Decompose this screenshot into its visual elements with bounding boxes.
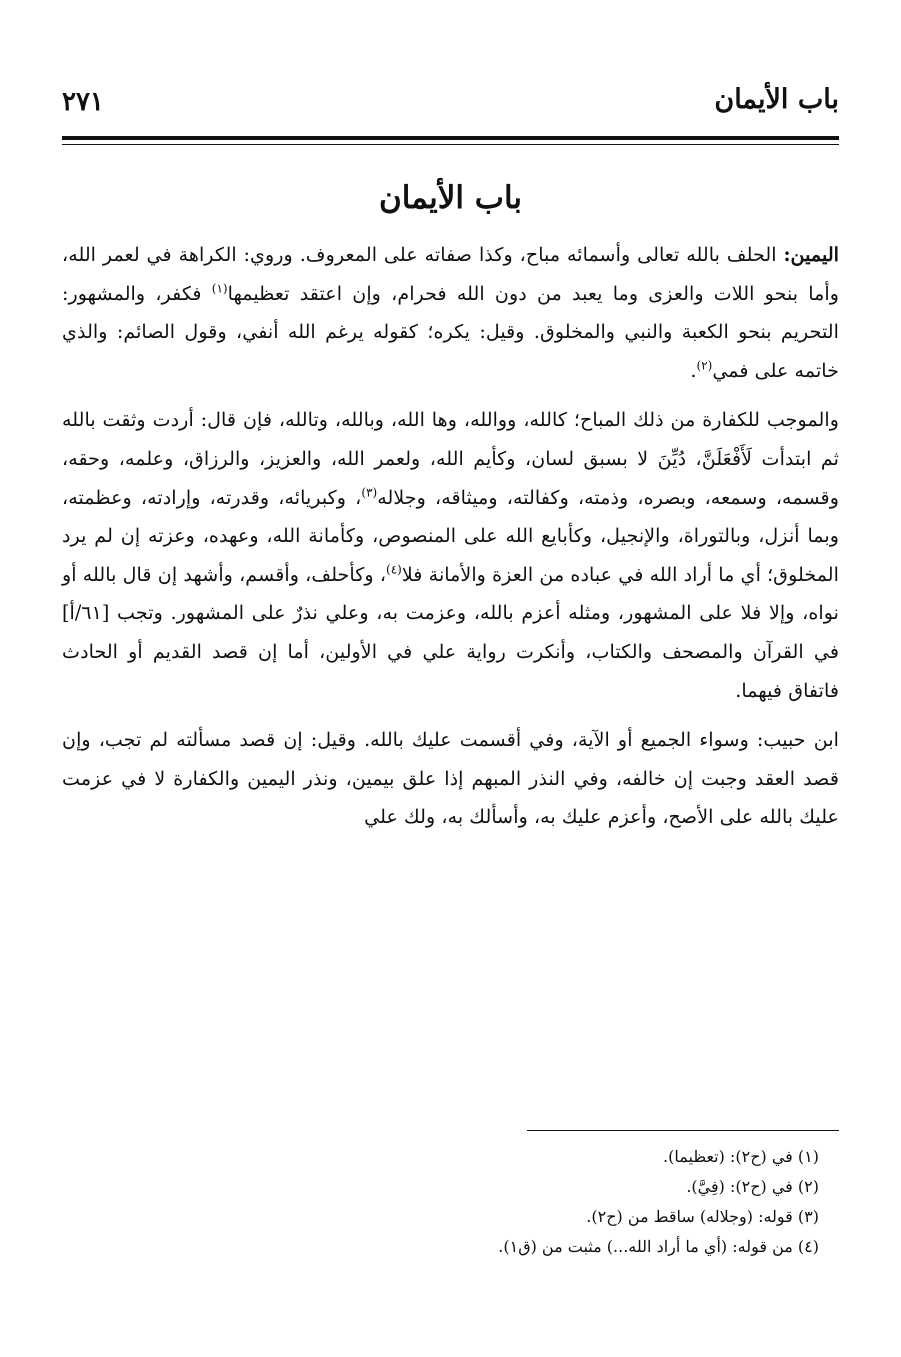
chapter-title: باب الأيمان (378, 180, 523, 216)
page-number: ٢٧١ (62, 87, 104, 117)
text-segment: ، وكأحلف، وأقسم، وأشهد إن قال بالله أو نواه، وإلا فلا على المشهور، ومثله أعزم بالله، وعزمت به، وعلي نذرٌ على المشهور. وتجب [٦١/أ] في القرآن والمصحف والكتاب، وأنكرت رواية علي في الأولين، أما إن قصد القديم أو الحادث فاتفاق فيهما. (62, 562, 839, 702)
paragraph-lead: اليمين: (783, 243, 839, 266)
paragraph-2 (62, 401, 839, 710)
running-title: باب الأيمان (714, 84, 839, 115)
text-segment: والموجب للكفارة من ذلك المباح؛ كالله، ووالله، وها الله، وبالله، وتالله، فإن قال: أردت وثقت بالله ثم ابتدأت لَأَفْعَلَنَّ، دُيِّنَ لا بسبق لسان، وكأيم الله، ولعمر الله، والعزيز، والرزاق، وعلمه، وحقه، وقسمه، وسمعه، وبصره، وذمته، وكفالته، وميثاقه، وجلاله (62, 408, 839, 509)
footnotes (62, 1142, 819, 1262)
footnote-separator (527, 1130, 839, 1131)
footnote-2: (٢) في (ح٢): (فِيَّ). (686, 1177, 819, 1196)
paragraph-1 (62, 236, 839, 390)
page-header (62, 80, 839, 138)
text-segment: ابن حبيب: وسواء الجميع أو الآية، وفي أقسمت عليك بالله. وقيل: إن قصد مسألته لم تجب، وإن قصد العقد وجبت إن خالفه، وفي النذر المبهم إذا علق بيمين، ونذر اليمين والكفارة لا في عزمت عليك بالله على الأصح، وأعزم عليك به، وأسألك به، ولك علي (62, 728, 839, 829)
main-text (62, 236, 839, 848)
footnote-ref: (٣) (361, 485, 378, 500)
paragraph-3 (62, 721, 839, 837)
footnote-4: (٤) من قوله: (أي ما أراد الله...) مثبت من (ق١). (498, 1237, 819, 1256)
footnote-ref: (١) (211, 281, 228, 296)
footnote-3: (٣) قوله: (وجلاله) ساقط من (ح٢). (586, 1207, 819, 1226)
footnote-ref: (٢) (696, 358, 713, 373)
text-segment: الحلف بالله تعالى وأسمائه مباح، وكذا صفاته على المعروف. وروي: الكراهة في لعمر الله، وأما بنحو اللات والعزى وما يعبد من دون الله فحرام، وإن اعتقد تعظيمها (62, 243, 839, 305)
footnote-1: (١) في (ح٢): (تعظيما). (663, 1147, 819, 1166)
text-segment: فكفر، والمشهور: التحريم بنحو الكعبة والنبي والمخلوق. وقيل: يكره؛ كقوله يرغم الله أنفي، وقول الصائم: والذي خاتمه على فمي (62, 281, 839, 382)
text-segment: ، وكبريائه، وقدرته، وإرادته، وعظمته، وبما أنزل، وبالتوراة، والإنجيل، وكأبايع الله على المنصوص، وكأمانة الله، وعهده، وعزته إن لم يرد المخلوق؛ أي ما أراد الله في عباده من العزة والأمانة فلا (62, 485, 839, 586)
text-segment: . (690, 358, 697, 382)
footnote-ref: (٤) (386, 562, 402, 577)
header-rule-thick (62, 136, 839, 140)
header-rule-thin (62, 144, 839, 145)
